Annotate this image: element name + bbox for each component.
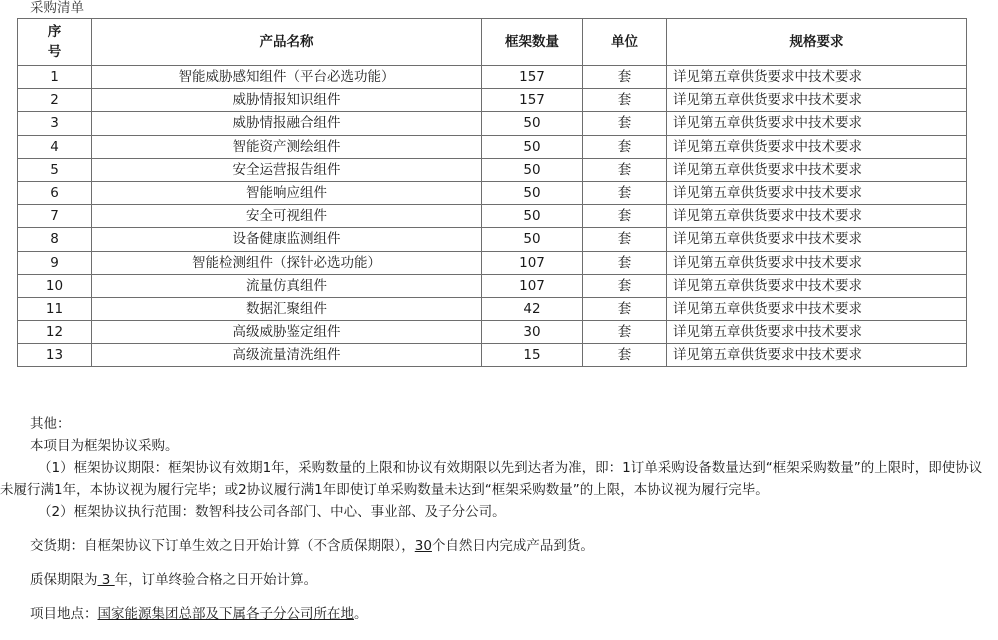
cell-unit: 套 xyxy=(583,321,667,344)
cell-spec: 详见第五章供货要求中技术要求 xyxy=(667,158,967,181)
delivery-prefix: 交货期：自框架协议下订单生效之日开始计算（不含质保期限）， xyxy=(30,538,415,554)
header-name: 产品名称 xyxy=(92,19,482,66)
cell-spec: 详见第五章供货要求中技术要求 xyxy=(667,344,967,367)
header-unit: 单位 xyxy=(583,19,667,66)
table-row xyxy=(18,297,967,320)
cell-product-name: 智能响应组件 xyxy=(92,181,482,204)
cell-product-name: 高级流量清洗组件 xyxy=(92,344,482,367)
table-row xyxy=(18,181,967,204)
table-row xyxy=(18,112,967,135)
table-row xyxy=(18,321,967,344)
cell-spec: 详见第五章供货要求中技术要求 xyxy=(667,205,967,228)
cell-quantity: 107 xyxy=(482,274,583,297)
cell-spec: 详见第五章供货要求中技术要求 xyxy=(667,112,967,135)
cell-quantity: 30 xyxy=(482,321,583,344)
list-caption: 采购清单 xyxy=(30,0,84,16)
cell-no: 12 xyxy=(18,321,92,344)
cell-unit: 套 xyxy=(583,274,667,297)
table-row xyxy=(18,158,967,181)
cell-quantity: 50 xyxy=(482,112,583,135)
cell-quantity: 50 xyxy=(482,135,583,158)
cell-spec: 详见第五章供货要求中技术要求 xyxy=(667,228,967,251)
warranty-years: 3 xyxy=(97,572,115,588)
warranty-line xyxy=(0,569,998,591)
cell-product-name: 高级威胁鉴定组件 xyxy=(92,321,482,344)
cell-no: 6 xyxy=(18,181,92,204)
cell-quantity: 42 xyxy=(482,297,583,320)
cell-unit: 套 xyxy=(583,205,667,228)
warranty-suffix: 年，订单终验合格之日开始计算。 xyxy=(114,572,318,588)
header-no-text: 序号 xyxy=(47,24,62,60)
cell-quantity: 50 xyxy=(482,228,583,251)
cell-unit: 套 xyxy=(583,344,667,367)
cell-no: 5 xyxy=(18,158,92,181)
cell-no: 9 xyxy=(18,251,92,274)
cell-unit: 套 xyxy=(583,297,667,320)
cell-product-name: 威胁情报知识组件 xyxy=(92,89,482,112)
table-body xyxy=(18,66,967,367)
cell-quantity: 107 xyxy=(482,251,583,274)
cell-spec: 详见第五章供货要求中技术要求 xyxy=(667,321,967,344)
cell-unit: 套 xyxy=(583,89,667,112)
cell-quantity: 50 xyxy=(482,181,583,204)
cell-no: 4 xyxy=(18,135,92,158)
notes-section xyxy=(0,413,998,625)
cell-product-name: 智能威胁感知组件（平台必选功能） xyxy=(92,66,482,89)
table-row xyxy=(18,228,967,251)
cell-unit: 套 xyxy=(583,112,667,135)
cell-no: 8 xyxy=(18,228,92,251)
header-qty: 框架数量 xyxy=(482,19,583,66)
table-row xyxy=(18,274,967,297)
cell-spec: 详见第五章供货要求中技术要求 xyxy=(667,297,967,320)
cell-spec: 详见第五章供货要求中技术要求 xyxy=(667,181,967,204)
cell-unit: 套 xyxy=(583,135,667,158)
header-spec: 规格要求 xyxy=(667,19,967,66)
location-suffix: 。 xyxy=(354,606,368,622)
cell-quantity: 157 xyxy=(482,66,583,89)
cell-product-name: 流量仿真组件 xyxy=(92,274,482,297)
table-row xyxy=(18,66,967,89)
table-row xyxy=(18,89,967,112)
cell-spec: 详见第五章供货要求中技术要求 xyxy=(667,135,967,158)
cell-quantity: 15 xyxy=(482,344,583,367)
warranty-prefix: 质保期限为 xyxy=(30,572,98,588)
cell-product-name: 设备健康监测组件 xyxy=(92,228,482,251)
cell-quantity: 50 xyxy=(482,205,583,228)
framework-term-item: （1）框架协议期限：框架协议有效期1年，采购数量的上限和协议有效期限以先到达者为准，即：1订单采购设备数量达到“框架采购数量”的上限时，即使协议未履行满1年，本协议视为履行完毕；或2协议履行满1年即使订单采购数量未达到“框架采购数量”的上限，本协议视为履行完毕。 xyxy=(0,460,983,498)
cell-spec: 详见第五章供货要求中技术要求 xyxy=(667,66,967,89)
cell-unit: 套 xyxy=(583,158,667,181)
header-no xyxy=(18,19,92,66)
cell-no: 7 xyxy=(18,205,92,228)
cell-unit: 套 xyxy=(583,251,667,274)
procurement-table xyxy=(17,18,967,367)
table-row xyxy=(18,135,967,158)
cell-unit: 套 xyxy=(583,228,667,251)
cell-product-name: 智能检测组件（探针必选功能） xyxy=(92,251,482,274)
cell-spec: 详见第五章供货要求中技术要求 xyxy=(667,274,967,297)
table-row xyxy=(18,344,967,367)
cell-no: 10 xyxy=(18,274,92,297)
cell-no: 13 xyxy=(18,344,92,367)
delivery-days: 30 xyxy=(414,538,432,554)
cell-product-name: 智能资产测绘组件 xyxy=(92,135,482,158)
cell-no: 2 xyxy=(18,89,92,112)
framework-scope-item: （2）框架协议执行范围：数智科技公司各部门、中心、事业部、及子分公司。 xyxy=(38,504,506,520)
cell-unit: 套 xyxy=(583,181,667,204)
cell-product-name: 数据汇聚组件 xyxy=(92,297,482,320)
location-prefix: 项目地点： xyxy=(30,606,98,622)
table-row xyxy=(18,251,967,274)
location-value: 国家能源集团总部及下属各子分公司所在地 xyxy=(97,606,354,622)
cell-product-name: 安全运营报告组件 xyxy=(92,158,482,181)
cell-spec: 详见第五章供货要求中技术要求 xyxy=(667,89,967,112)
cell-spec: 详见第五章供货要求中技术要求 xyxy=(667,251,967,274)
cell-quantity: 50 xyxy=(482,158,583,181)
table-header-row xyxy=(18,19,967,66)
delivery-line xyxy=(0,535,998,557)
cell-unit: 套 xyxy=(583,66,667,89)
cell-product-name: 安全可视组件 xyxy=(92,205,482,228)
cell-quantity: 157 xyxy=(482,89,583,112)
cell-no: 11 xyxy=(18,297,92,320)
cell-no: 3 xyxy=(18,112,92,135)
location-line xyxy=(0,603,998,625)
other-label: 其他： xyxy=(30,416,71,432)
framework-note: 本项目为框架协议采购。 xyxy=(30,438,179,454)
cell-product-name: 威胁情报融合组件 xyxy=(92,112,482,135)
table-row xyxy=(18,205,967,228)
cell-no: 1 xyxy=(18,66,92,89)
delivery-suffix: 个自然日内完成产品到货。 xyxy=(431,538,594,554)
